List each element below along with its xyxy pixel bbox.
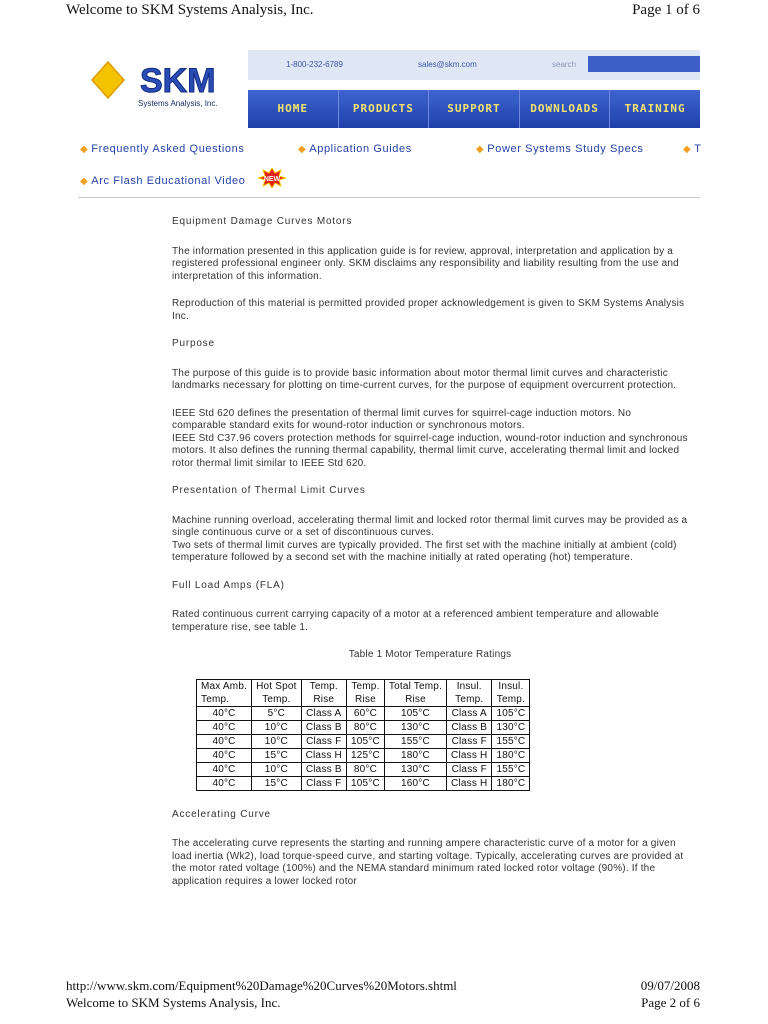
link-study-specs-label: Power Systems Study Specs: [487, 143, 644, 155]
table-cell: 80°C: [346, 720, 384, 734]
next-page-number: Page 2 of 6: [641, 995, 700, 1010]
table-cell: 105°C: [492, 706, 530, 720]
table-cell: 40°C: [197, 748, 252, 762]
diamond-bullet-icon: ◆: [476, 144, 485, 155]
table-cell: Class B: [301, 762, 346, 776]
table-cell: Class H: [301, 748, 346, 762]
table-cell: 130°C: [384, 720, 446, 734]
footer-url: http://www.skm.com/Equipment%20Damage%20Curves%20Motors.shtml: [66, 978, 457, 993]
table-row: [197, 776, 530, 790]
pdf-header-page: Page 1 of 6: [632, 2, 700, 18]
table-cell: 105°C: [346, 776, 384, 790]
fla-heading: Full Load Amps (FLA): [172, 579, 285, 591]
link-truncated-label: T: [694, 143, 702, 155]
table-cell: 155°C: [492, 762, 530, 776]
link-faq-label: Frequently Asked Questions: [91, 143, 245, 155]
table-cell: Class B: [447, 720, 492, 734]
table-cell: Class F: [301, 776, 346, 790]
table-header-row: [197, 679, 530, 706]
purpose-paragraph: The purpose of this guide is to provide basic information about motor thermal limit curves and characteristic landmarks necessary for plotting on time-current curves, for the purpose of equipment overcurrent protection.: [172, 367, 677, 391]
table-caption: Table 1 Motor Temperature Ratings: [348, 649, 512, 660]
header-cell: Max Amb. Temp.: [197, 679, 252, 706]
table-cell: 155°C: [492, 734, 530, 748]
presentation-paragraph-1: Machine running overload, accelerating thermal limit and locked rotor thermal limit curves may be provided as a single continuous curve or a set of discontinuous curves.: [172, 514, 688, 538]
table-cell: 180°C: [384, 748, 446, 762]
nav-training[interactable]: TRAINING: [624, 102, 686, 115]
logo-subtitle: Systems Analysis, Inc.: [138, 99, 218, 108]
link-application-guides[interactable]: [298, 143, 412, 155]
diamond-bullet-icon: ◆: [80, 144, 89, 155]
link-faq[interactable]: [80, 143, 244, 155]
table-cell: Class B: [301, 720, 346, 734]
table-cell: 10°C: [252, 762, 302, 776]
table-cell: Class F: [447, 762, 492, 776]
table-cell: 40°C: [197, 734, 252, 748]
table-cell: 40°C: [197, 776, 252, 790]
table-cell: Class A: [301, 706, 346, 720]
nav-products[interactable]: PRODUCTS: [339, 90, 430, 128]
link-arc-flash-video[interactable]: [80, 175, 246, 187]
table-cell: 180°C: [492, 776, 530, 790]
presentation-paragraph-2: Two sets of thermal limit curves are typically provided. The first set with the machine initially at ambient (cold) temperature followed by a second set with the machine initially at rated operating (hot) temperature.: [172, 539, 677, 563]
table-cell: Class F: [447, 734, 492, 748]
header-cell: Temp. Rise: [346, 679, 384, 706]
table-row: [197, 734, 530, 748]
table-cell: 130°C: [492, 720, 530, 734]
nav-support[interactable]: SUPPORT: [429, 90, 520, 128]
main-nav: [248, 90, 700, 128]
pdf-header-title: Welcome to SKM Systems Analysis, Inc.: [66, 2, 314, 18]
search-label: search: [552, 60, 577, 69]
link-arc-flash-video-label: Arc Flash Educational Video: [91, 175, 246, 187]
diamond-bullet-icon: ◆: [298, 144, 307, 155]
ieee-620-paragraph: IEEE Std 620 defines the presentation of thermal limit curves for squirrel-cage induction motors. No comparable standard exits for wound-rotor induction or synchronous motors.: [172, 407, 632, 431]
table-cell: Class F: [301, 734, 346, 748]
footer-date: 09/07/2008: [640, 978, 700, 993]
header-cell: Total Temp. Rise: [384, 679, 446, 706]
pdf-header: [0, 0, 768, 24]
motor-temperature-table: [196, 679, 530, 791]
diamond-bullet-icon: ◆: [80, 176, 89, 187]
nav-home[interactable]: HOME: [248, 90, 339, 128]
link-truncated[interactable]: [683, 143, 702, 155]
header-cell: Insul. Temp.: [492, 679, 530, 706]
header-cell: Temp. Rise: [301, 679, 346, 706]
next-page-title: Welcome to SKM Systems Analysis, Inc.: [66, 995, 281, 1010]
reproduction-paragraph: Reproduction of this material is permitted provided proper acknowledgement is given to SKM Systems Analysis Inc.: [172, 298, 685, 322]
table-cell: 40°C: [197, 706, 252, 720]
table-row: [197, 706, 530, 720]
table-cell: 40°C: [197, 762, 252, 776]
table-cell: 10°C: [252, 720, 302, 734]
table-cell: 60°C: [346, 706, 384, 720]
table-cell: 5°C: [252, 706, 302, 720]
table-cell: Class H: [447, 776, 492, 790]
table-cell: 160°C: [384, 776, 446, 790]
diamond-bullet-icon: ◆: [683, 144, 692, 155]
accelerating-paragraph: The accelerating curve represents the starting and running ampere characteristic curve of a motor for a given load inertia (Wk2), load torque-speed curve, and starting voltage. Typically, accelerating curves are provided at the motor rated voltage (100%) and the NEMA standard minimum rated locked rotor voltage (90%). If the application requires a lower locked rotor: [172, 838, 684, 887]
skm-logo[interactable]: [88, 58, 228, 118]
table-cell: 15°C: [252, 776, 302, 790]
new-badge: [258, 168, 286, 188]
table-cell: 180°C: [492, 748, 530, 762]
presentation-heading: Presentation of Thermal Limit Curves: [172, 485, 366, 496]
divider: [78, 197, 700, 198]
link-study-specs[interactable]: [476, 143, 644, 155]
table-cell: 80°C: [346, 762, 384, 776]
header-cell: Hot Spot Temp.: [252, 679, 302, 706]
table-cell: Class H: [447, 748, 492, 762]
article-title: Equipment Damage Curves Motors: [172, 216, 353, 227]
table-cell: 105°C: [384, 706, 446, 720]
skm-logo-graphic: [88, 58, 228, 118]
new-badge-text: NEW: [263, 176, 281, 183]
table-cell: 130°C: [384, 762, 446, 776]
table-cell: 40°C: [197, 720, 252, 734]
email-link[interactable]: sales@skm.com: [418, 60, 477, 69]
table-cell: 10°C: [252, 734, 302, 748]
header-cell: Insul. Temp.: [447, 679, 492, 706]
ieee-c37-paragraph: IEEE Std C37.96 covers protection methods for squirrel-cage induction, wound-rotor induction and synchronous motors. It also defines the running thermal capability, thermal limit curve, accelerating thermal limit and locked rotor thermal limit similar to IEEE Std 620.: [172, 432, 688, 469]
table-cell: 125°C: [346, 748, 384, 762]
fla-paragraph: Rated continuous current carrying capacity of a motor at a referenced ambient temperature and allowable temperature rise, see table 1.: [172, 609, 659, 633]
accelerating-heading: Accelerating Curve: [172, 808, 271, 820]
new-burst-icon: [258, 168, 286, 188]
logo-text: SKM: [140, 62, 216, 100]
phone-number: 1-800-232-6789: [286, 60, 343, 69]
disclaimer-paragraph: The information presented in this application guide is for review, approval, interpretation and application by a registered professional engineer only. SKM disclaims any responsibility and liability resulting from the use and interpretation of this information.: [172, 245, 679, 282]
search-input[interactable]: [588, 56, 700, 72]
nav-downloads[interactable]: DOWNLOADS: [520, 90, 611, 128]
table-cell: 105°C: [346, 734, 384, 748]
top-contact-bar: [248, 50, 700, 80]
purpose-heading: Purpose: [172, 338, 215, 349]
table-row: [197, 748, 530, 762]
table-row: [197, 720, 530, 734]
table-cell: Class A: [447, 706, 492, 720]
article: [172, 216, 688, 903]
link-application-guides-label: Application Guides: [309, 143, 412, 155]
table-cell: 155°C: [384, 734, 446, 748]
table-cell: 15°C: [252, 748, 302, 762]
table-row: [197, 762, 530, 776]
